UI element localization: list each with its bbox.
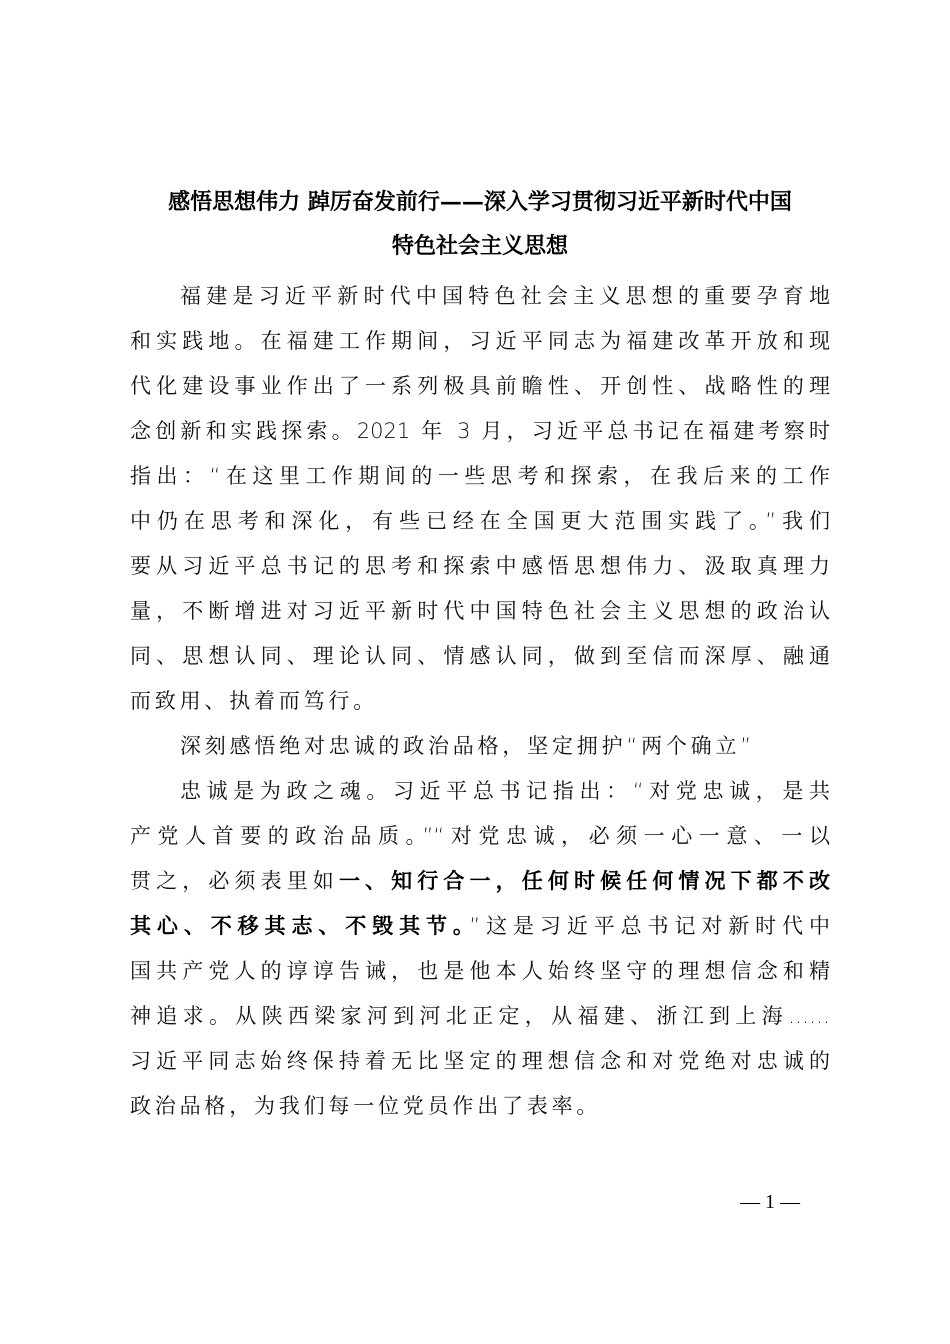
paragraph-3-line — [130, 904, 830, 949]
normal-text: ”这是习近平总书记对新时代中 — [469, 914, 830, 938]
paragraph-1-line: 同、思想认同、理论认同、情感认同，做到至信而深厚、融通 — [130, 644, 830, 668]
paragraph-3-line: 国共产党人的谆谆告诫，也是他本人始终坚守的理想信念和精 — [130, 959, 830, 983]
title-line-2: 特色社会主义思想 — [391, 233, 568, 259]
paragraph-1-line: 要从习近平总书记的思考和探索中感悟思想伟力、汲取真理力 — [130, 554, 830, 578]
title-line-1: 感悟思想伟力 踔厉奋发前行——深入学习贯彻习近平新时代中国 — [168, 189, 792, 215]
bold-quote-text: 其心、不移其志、不毁其节。 — [130, 914, 470, 938]
paragraph-1-line: 中仍在思考和深化，有些已经在全国更大范围实践了。”我们 — [130, 509, 830, 533]
paragraph-1-line: 量，不断增进对习近平新时代中国特色社会主义思想的政治认 — [130, 599, 830, 623]
paragraph-3-line: 政治品格，为我们每一位党员作出了表率。 — [130, 1094, 602, 1118]
paragraph-3-line: 产党人首要的政治品质。”“对党忠诚，必须一心一意、一以 — [130, 824, 830, 848]
paragraph-1-line: 念创新和实践探索。2021 年 3 月，习近平总书记在福建考察时 — [130, 419, 830, 443]
paragraph-3-line: 神追求。从陕西梁家河到河北正定，从福建、浙江到上海…… — [130, 1004, 830, 1028]
section-heading: 深刻感悟绝对忠诚的政治品格，坚定拥护“两个确立” — [180, 734, 755, 758]
paragraph-1-line: 指出：“在这里工作期间的一些思考和探索，在我后来的工作 — [130, 464, 830, 488]
paragraph-1-line: 和实践地。在福建工作期间，习近平同志为福建改革开放和现 — [130, 329, 830, 353]
document-title — [120, 180, 840, 268]
document-body — [130, 274, 830, 1129]
paragraph-1-line: 代化建设事业作出了一系列极具前瞻性、开创性、战略性的理 — [130, 374, 830, 398]
bold-quote-text: 一、知行合一，任何时候任何情况下都不改 — [338, 869, 831, 893]
paragraph-3-line — [130, 859, 830, 904]
normal-text: 贯之，必须表里如 — [130, 869, 339, 893]
page-number: — 1 — — [740, 1191, 800, 1213]
paragraph-3-line: 忠诚是为政之魂。习近平总书记指出：“对党忠诚，是共 — [180, 779, 830, 803]
paragraph-1-line: 福建是习近平新时代中国特色社会主义思想的重要孕育地 — [180, 284, 830, 308]
paragraph-1-line: 而致用、执着而笃行。 — [130, 689, 378, 713]
paragraph-3-line: 习近平同志始终保持着无比坚定的理想信念和对党绝对忠诚的 — [130, 1049, 830, 1073]
